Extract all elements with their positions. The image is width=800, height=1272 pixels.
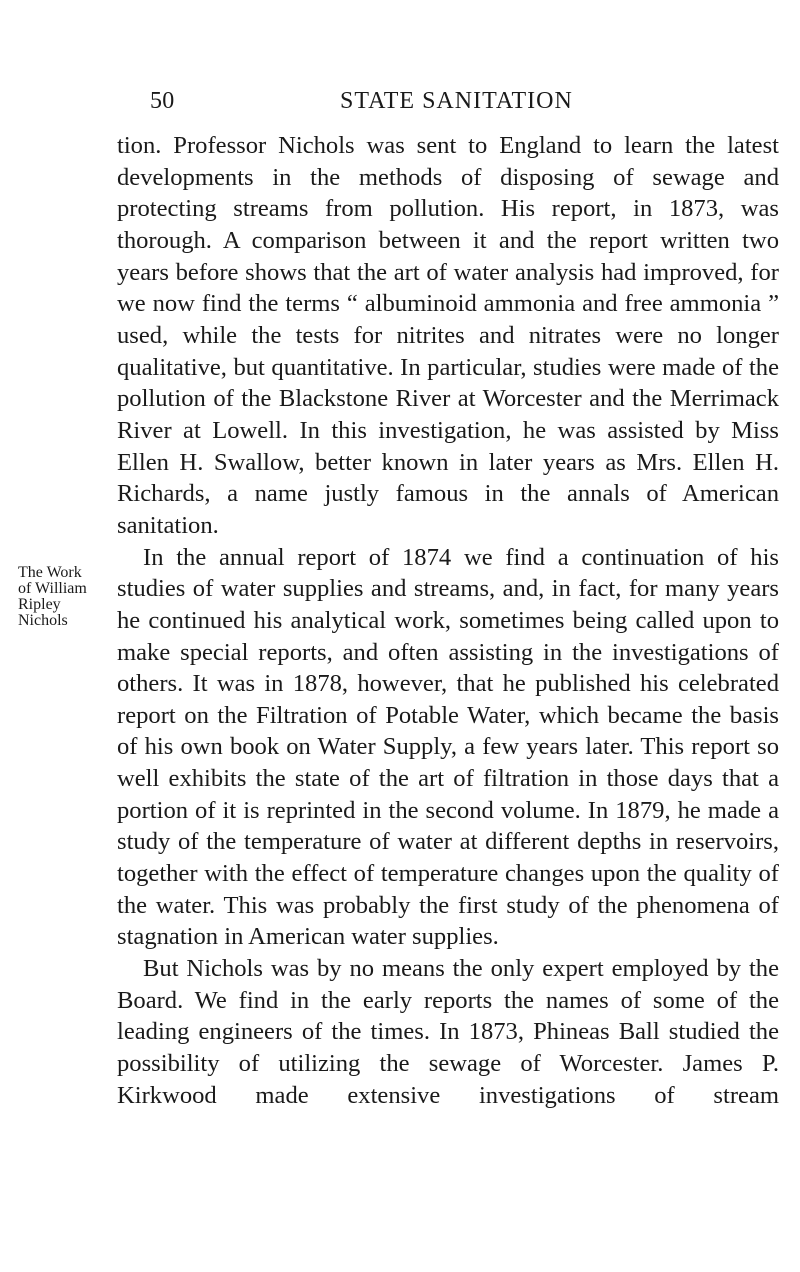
paragraph: In the annual report of 1874 we find a continuation of his studies of water supplies and streams, and, in fact, for many years he continued his analytical work, sometimes being called upon to make special reports, and often assisting in the investigations of others. It was in 1878, however, that he published his celebrated report on the Filtration of Potable Water, which became the basis of his own book on Water Supply, a few years later. This report so well exhibits the state of the art of filtration in those days that a portion of it is reprinted in the second volume. In 1879, he made a study of the temperature of water at different depths in reservoirs, together with the effect of temperature changes upon the quality of the water. This was probably the first study of the phenomena of stagnation in American water supplies. <box>117 543 779 951</box>
margin-note <box>18 565 113 629</box>
paragraph: tion. Professor Nichols was sent to England to learn the latest developments in the methods of disposing of sewage and protecting streams from pollution. His report, in 1873, was thorough. A comparison between it and the report written two years before shows that the art of water analysis had improved, for we now find the terms “ albuminoid ammonia and free ammonia ” used, while the tests for nitrites and nitrates were no longer qualitative, but quantitative. In particular, studies were made of the pollution of the Blackstone River at Worcester and the Merrimack River at Lowell. In this investigation, he was assisted by Miss Ellen H. Swallow, better known in later years as Mrs. Ellen H. Richards, a name justly famous in the annals of American sanitation. <box>117 132 779 539</box>
running-title: STATE SANITATION <box>340 88 573 114</box>
paragraph: But Nichols was by no means the only expert employed by the Board. We find in the early reports the names of some of the leading engineers of the times. In 1873, Phineas Ball studied the possibility of utilizing the sewage of Worcester. James P. Kirkwood made extensive investigations of stream <box>117 955 779 1109</box>
margin-note-line: Ripley <box>18 596 61 613</box>
page-number: 50 <box>150 88 175 114</box>
margin-note-line: Nichols <box>18 612 68 629</box>
margin-note-line: The Work <box>18 564 82 581</box>
body-text <box>117 130 779 1111</box>
margin-note-line: of William <box>18 580 87 597</box>
